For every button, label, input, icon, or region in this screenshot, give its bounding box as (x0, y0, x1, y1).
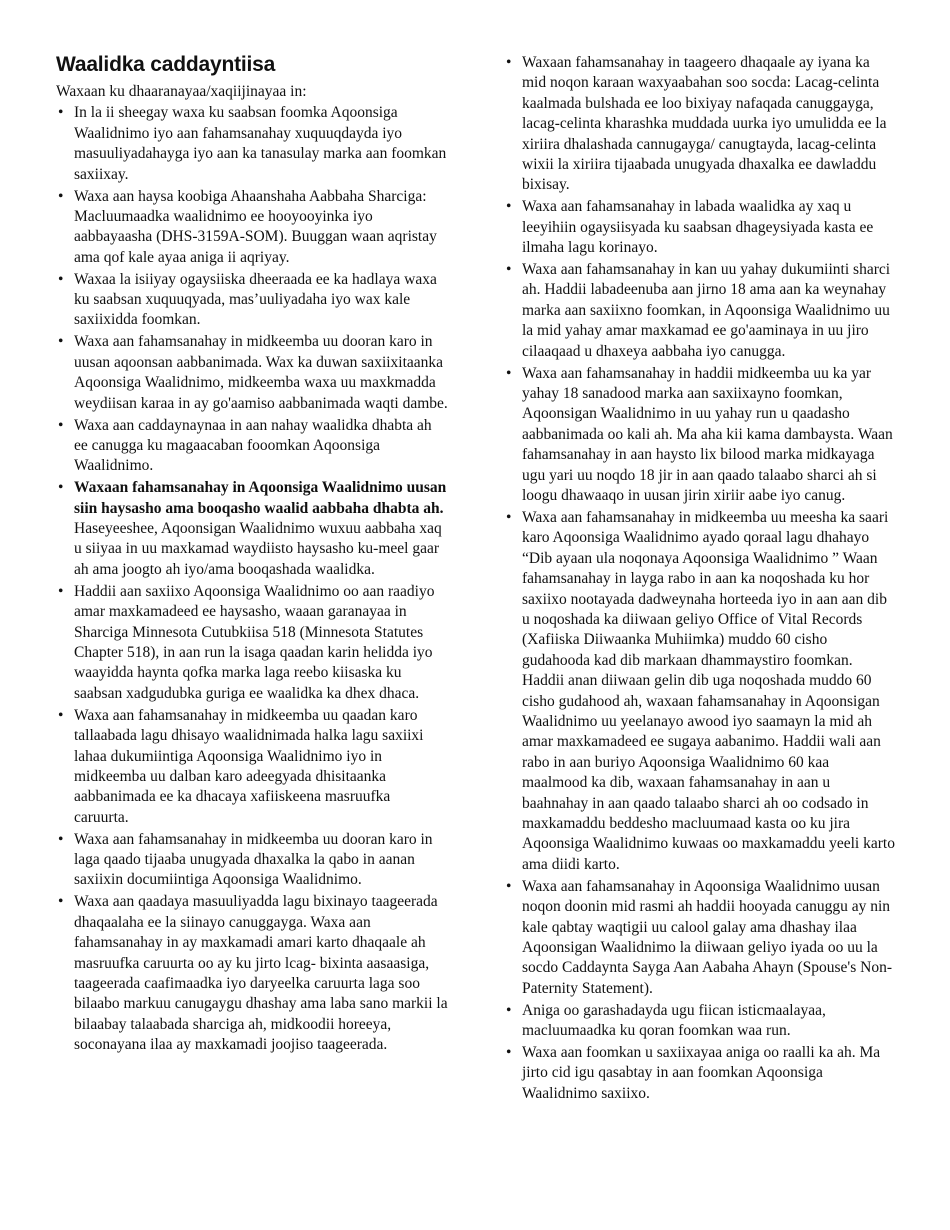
list-item-text: Waxa aan fahamsanahay in midkeemba uu dooran karo in laga qaado tijaaba unugyada dhaxalka la qabo in aanan saxiixin documiintiga Aqoonsiga Waalidnimo. (74, 830, 433, 889)
list-item (504, 1043, 896, 1104)
list-item (504, 364, 896, 507)
list-item-bold-text: Waxaan fahamsanahay in Aqoonsiga Waalidnimo uusan siin haysasho ama booqasho waalid aabbaha dhabta ah. (74, 479, 447, 517)
list-item (56, 478, 448, 580)
list-item (56, 582, 448, 704)
list-item-text: Waxa aan fahamsanahay in midkeemba uu meesha ka saari karo Aqoonsiga Waalidnimo ayado qoraal lagu dhahayo “Dib ayaan ula noqonaya Aqoonsiga Waalidnimo ” Waan fahamsanahay in layga rabo in aan ka noqoshada ku hor saxiixo nootayada dadweynaha horteeda iyo in aan aan dib u noqoshada ka diiwaan geliyo Office of Vital Records (Xafiiska Diiwaanka Muhiimka) muddo 60 cisho gudahooda kad dib markaan dhammaystiro foomkan. Haddii anan diiwaan gelin dib uga noqoshada muddo 60 cisho gudahood ah, waxaan fahamsanahay in Aqoonsigan Waalidnimo uu yeelanayo awood iyo saamayn la mid ah amar maxkamadeed ee sugaya aabanimo. Haddii wali aan rabo in aan buriyo Aqoonsiga Waalidnimo 60 kaa maalmood ka dib, waxaan fahamsanahay in aan u baahnahay in aan qaado talaabo sharci ah oo codsado in maxkamaddu beddesho macluumaad kasta oo ku jira Aqoonsiga Waalidnimo kuwaas oo maxkamaddu yeeli karto ama diidi karto. (522, 508, 895, 873)
list-item (504, 877, 896, 999)
list-item-text: Waxa aan fahamsanahay in midkeemba uu dooran karo in uusan aqoonsan aabbanimada. Wax ka duwan saxiixitaanka Aqoonsiga Waalidnimo, midkeemba waxa uu maxkmadda weydiisan karaa in ay go'aamiso aabbanimada waqti dambe. (74, 333, 448, 412)
list-item-text: Waxa aan fahamsanahay in haddii midkeemba uu ka yar yahay 18 sanadood marka aan saxiixayno foomkan, Aqoonsigan Waalidnimo in uu yahay run u qaadasho aabbanimada oo kali ah. Ma aha kii kama dambaysta. Waan fahamsanahay in aan haysto lix bilood marka midkayaga ugu yari uu noqdo 18 jir in aan qaado talaabo sharci ah si loogu dhawaaqo in uusan jirin xiriir aabe iyo canug. (522, 364, 893, 505)
list-item (56, 830, 448, 891)
list-item-text: Haddii aan saxiixo Aqoonsiga Waalidnimo oo aan raadiyo amar maxkamadeed ee haysasho, waaan garanayaa in Sharciga Minnesota Cutubkiisa 518 (Minnesota Statutes Chapter 518), in aan run la isaga qaadan karin helidda iyo waayidda haynta qofka marka laga reebo kiisaska ku saabsan xadgudubka guriga ee waalidka ka dhex dhaca. (74, 582, 435, 702)
section-heading: Waalidka caddayntiisa (56, 53, 276, 76)
list-item-text: Waxa aan qaadaya masuuliyadda lagu bixinayo taageerada dhaqaalaha ee la siinayo canuggayga. Waxa aan fahamsanahay in ay maxkamadi amari karto dhaqaale ah masruufka caruurta oo ay ku jirto lcag- bixinta aasaasiga, taageerada caafimaadka iyo daryeelka caruurta laga soo bilaabo markuu canugaygu dhashay ama laba sano markii la bilaabay talaabada sharciga ah, midkoodii horeeya, soconayana ilaa ay maxkamadi joojiso taageerada. (74, 893, 448, 1054)
list-item (56, 706, 448, 828)
list-item-text: Waxa aan caddaynaynaa in aan nahay waalidka dhabta ah ee canugga ku magaacaban fooomkan Aqoonsiga Waalidnimo. (74, 416, 432, 475)
list-item (56, 270, 448, 331)
list-item-text: Waxa aan fahamsanahay in Aqoonsiga Waalidnimo uusan noqon doonin mid rasmi ah haddii hooyada canuggu ay nin kale qabtay waqtigii uu calool galay ama dhashay ilaa Aqoonsigan Waalidnimo la diiwaan geliyo iyada oo uu la socdo Caddaynta Sayga Aan Aabaha Ahayn (Spouse's Non-Paternity Statement). (522, 877, 892, 997)
list-item-text: Waxaa la isiiyay ogaysiiska dheeraada ee ka hadlaya waxa ku saabsan xuquuqyada, mas’uuliyadaha iyo wax kale saxiixidda foomkan. (74, 270, 437, 329)
list-item-text: Aniga oo garashadayda ugu fiican isticmaalayaa, macluumaadka ku qoran foomkan waa run. (522, 1001, 826, 1040)
list-item (56, 187, 448, 269)
list-item-text: In la ii sheegay waxa ku saabsan foomka Aqoonsiga Waalidnimo iyo aan fahamsanahay xuquuqdayda iyo masuuliyadahayga iyo aan ka tanasulay marka aan foomkan saxiixay. (74, 104, 447, 183)
right-column (504, 53, 896, 1106)
left-column (56, 52, 448, 1057)
list-item (504, 1001, 896, 1042)
list-item-text: Waxa aan fahamsanahay in midkeemba uu qaadan karo tallaabada lagu dhisayo waalidnimada halka lagu saxiixi lahaa dukumiintiga Aqoonsiga Waalidnimo iyo in midkeemba uu dalban karo adeegyada dhisitaanka aabbanimada ee ka dhacaya xafiiskeena masruufka caruurta. (74, 706, 424, 826)
list-item-text: Waxa aan foomkan u saxiixayaa aniga oo raalli ka ah. Ma jirto cid igu qasabtay in aan foomkan Aqoonsiga Waalidnimo saxiixo. (522, 1044, 881, 1102)
list-item-text: Waxa aan fahamsanahay in kan uu yahay dukumiinti sharci ah. Haddii labadeenuba aan jirno 18 ama aan ka weynahay marka aan saxiixno foomkan, in Aqoonsiga Waalidnimo uu la mid yahay amar maxkamad ee go'aaminaya in uu jiro cilaaqaad u dhaxeya aabbaha iyo canugga. (522, 261, 891, 360)
list-item (56, 892, 448, 1055)
left-bullet-list (56, 103, 448, 1055)
list-item (56, 416, 448, 477)
list-item (504, 53, 896, 196)
list-item (56, 103, 448, 185)
list-item-text: Waxaan fahamsanahay in taageero dhaqaale ay iyana ka mid noqon karaan waxyaabahan soo socda: Lacag-celinta kaalmada bulshada ee loo bixiyay nafaqada canuggaygа, lacag-celinta kharashka muddada uurka iyo umulidda ee la xiriira dhalashada cannugayga/ canugtayda, lacag-celinta wixii la xiriira tijaabada unugyada dhaxalka ee dawladdu bixisay. (522, 54, 887, 194)
list-item (56, 332, 448, 414)
list-item (504, 508, 896, 875)
list-item-text: Haseyeeshee, Aqoonsigan Waalidnimo wuxuu aabbaha xaq u siiyaa in uu maxkamad waydiisto haysasho ku-meel gaar ah ama joogto ah iyo/ama booqashada waalidka. (74, 520, 442, 578)
list-item-text: Waxa aan haysa koobiga Ahaanshaha Aabbaha Sharciga: Macluumaadka waalidnimo ee hooyooyinka iyo aabbayaasha (DHS-3159A-SOM). Buuggan waan aqristay ama qof kale ayaa aniga ii aqriyay. (74, 187, 437, 266)
right-bullet-list (504, 53, 896, 1104)
intro-text: Waxaan ku dhaaranayaa/xaqiijinayaa in: (56, 83, 307, 100)
list-item-text: Waxa aan fahamsanahay in labada waalidka ay xaq u leeyihiin ogaysiisyada ku saabsan dhageysiyada kasta ee ilmaha lagu korinayo. (522, 198, 874, 257)
list-item (504, 260, 896, 362)
list-item (504, 197, 896, 258)
